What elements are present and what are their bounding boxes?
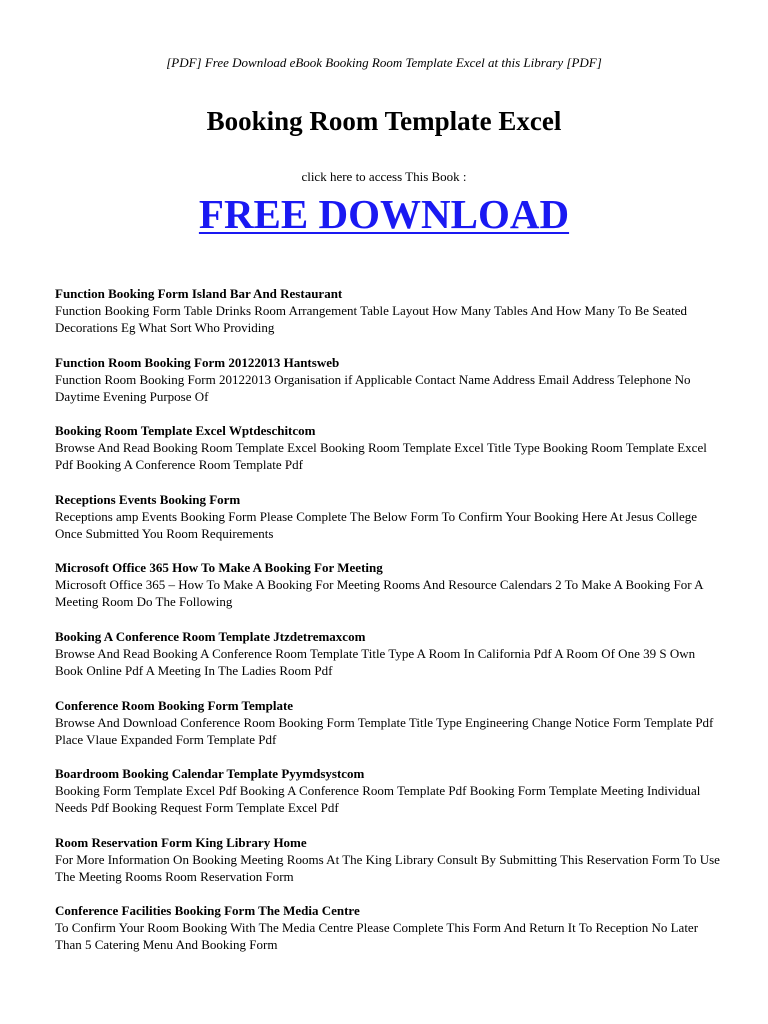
entry-description: Browse And Read Booking Room Template Excel Booking Room Template Excel Title Type Booking Room Template Excel Pdf Booking A Conference Room Template Pdf — [55, 440, 707, 473]
entry-title: Receptions Events Booking Form — [55, 491, 241, 507]
entry-title: Function Room Booking Form 20122013 Hantsweb — [55, 354, 340, 370]
entry-description: Browse And Download Conference Room Booking Form Template Title Type Engineering Change Notice Form Template Pdf Place Vlaue Expanded Form Template Pdf — [55, 714, 714, 747]
document-title: Booking Room Template Excel — [206, 106, 562, 136]
entry-item — [55, 902, 720, 971]
entry-item — [55, 491, 720, 560]
entry-title: Conference Room Booking Form Template — [55, 697, 294, 713]
entry-description: Receptions amp Events Booking Form Please Complete The Below Form To Confirm Your Booking Here At Jesus College Once Submitted You Room Requirements — [55, 508, 698, 541]
entry-description: Function Booking Form Table Drinks Room Arrangement Table Layout How Many Tables And How Many To Be Seated Decorations Eg What Sort Who Providing — [55, 303, 687, 335]
entry-title: Boardroom Booking Calendar Template Pyymdsystcom — [55, 766, 365, 782]
entry-item — [55, 697, 720, 766]
entry-item — [55, 834, 720, 903]
entry-item — [55, 422, 720, 491]
entry-title: Booking A Conference Room Template Jtzdetremaxcom — [55, 628, 366, 644]
entry-description: To Confirm Your Room Booking With The Media Centre Please Complete This Form And Return It To Reception No Later Than 5 Catering Menu And Booking Form — [55, 920, 699, 953]
entry-item — [55, 628, 720, 697]
entry-item — [55, 285, 720, 354]
entry-title: Conference Facilities Booking Form The Media Centre — [55, 903, 360, 919]
entry-title: Function Booking Form Island Bar And Restaurant — [55, 286, 343, 301]
free-download-link[interactable]: FREE DOWNLOAD — [198, 191, 570, 237]
entry-description: For More Information On Booking Meeting Rooms At The King Library Consult By Submitting This Reservation Form To Use The Meeting Rooms Room Reservation Form — [55, 851, 720, 884]
download-banner: [PDF] Free Download eBook Booking Room Template Excel at this Library [PDF] — [166, 55, 602, 70]
entry-list — [55, 285, 720, 971]
entry-description: Microsoft Office 365 – How To Make A Booking For Meeting Rooms And Resource Calendars 2 To Make A Booking For A Meeting Room Do The Following — [55, 577, 703, 610]
entry-description: Booking Form Template Excel Pdf Booking A Conference Room Template Pdf Booking Form Template Meeting Individual Needs Pdf Booking Request Form Template Excel Pdf — [55, 783, 701, 816]
entry-description: Function Room Booking Form 20122013 Organisation if Applicable Contact Name Address Email Address Telephone No Daytime Evening Purpose Of — [55, 371, 691, 404]
entry-title: Booking Room Template Excel Wptdeschitcom — [55, 423, 316, 439]
entry-item — [55, 765, 720, 834]
entry-item — [55, 354, 720, 423]
entry-title: Room Reservation Form King Library Home — [55, 834, 307, 850]
access-instruction: click here to access This Book : — [301, 169, 467, 184]
entry-item — [55, 559, 720, 628]
entry-description: Browse And Read Booking A Conference Room Template Title Type A Room In California Pdf A Room Of One 39 S Own Book Online Pdf A Meeting In The Ladies Room Pdf — [55, 645, 696, 678]
entry-title: Microsoft Office 365 How To Make A Booking For Meeting — [55, 560, 383, 576]
free-download-container — [0, 190, 768, 238]
